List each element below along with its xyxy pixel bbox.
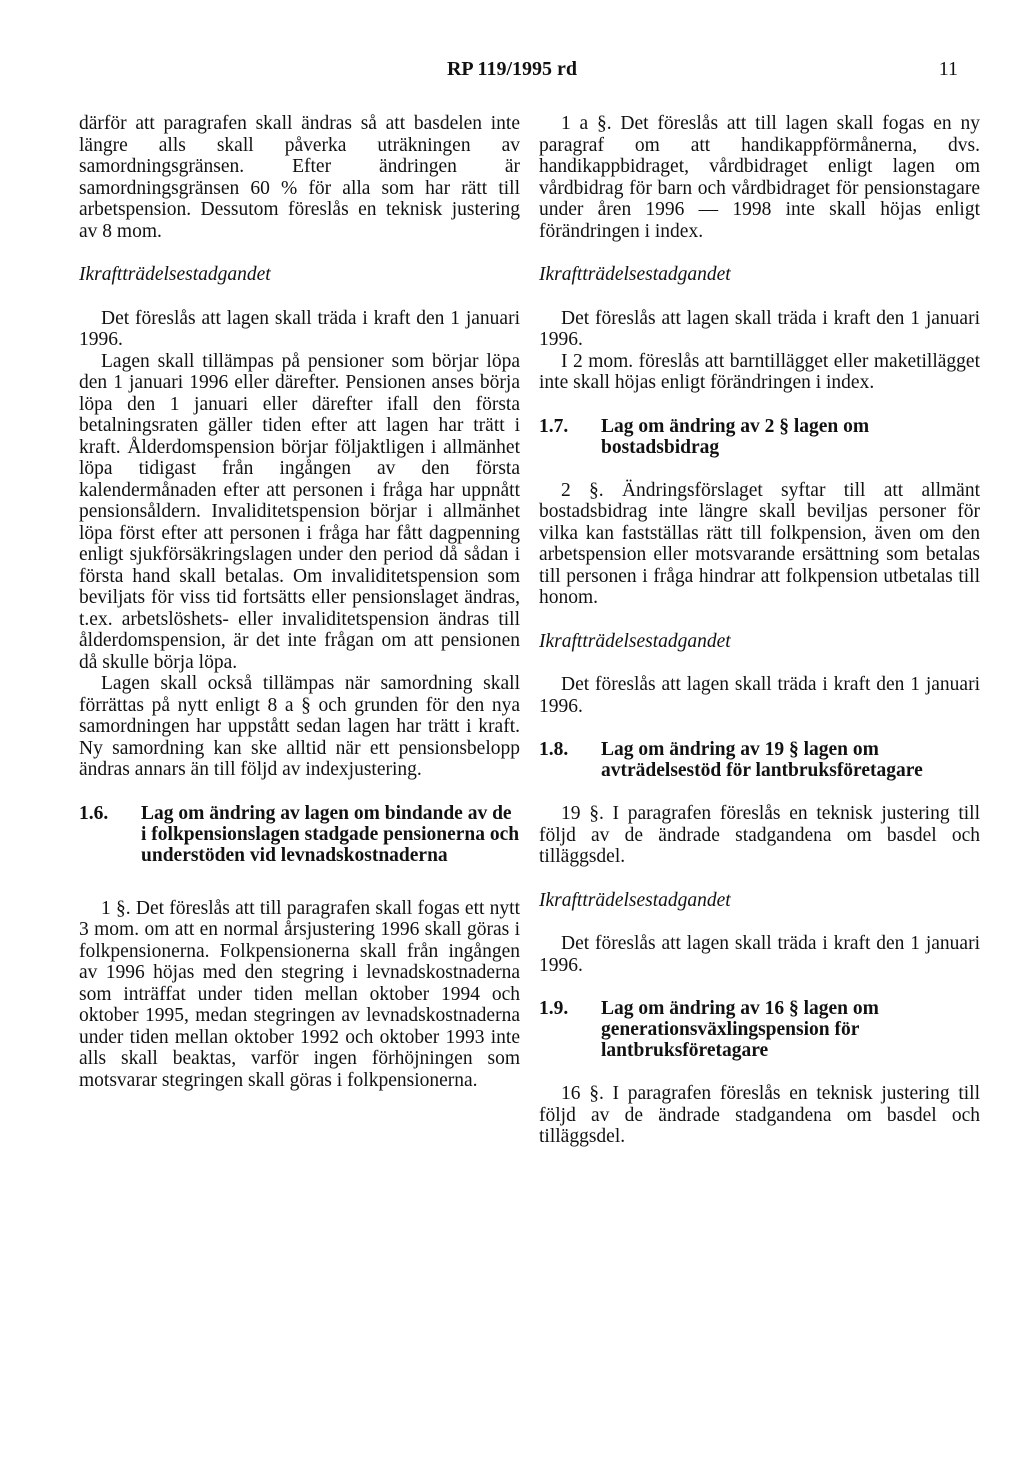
paragraph: Det föreslås att lagen skall träda i kraft den 1 januari 1996.	[539, 307, 980, 350]
paragraph: därför att paragrafen skall ändras så att basdelen inte längre alls skall påverka uträkningen av samordningsgränsen. Efter ändringen är samordningsgränsen 60 % för alla som har rätt till arbetspension. Dessutom föreslås en teknisk justering av 8 mom.	[79, 113, 520, 242]
paragraph: Lagen skall tillämpas på pensioner som börjar löpa den 1 januari 1996 eller därefter. Pensionen anses börja löpa den 1 januari eller därefter ifall den första betalningsraten gäller tiden efter att lagen har trätt i kraft. Ålderdomspension börjar följaktligen i allmänhet löpa tidigast från ingången av den första kalendermånaden efter att personen i fråga har uppnått pensionsåldern. Invaliditetspension börjar i allmänhet löpa först efter att personen i fråga har fått dagpenning enligt sjukförsäkringslagen under den period då sådan i första hand skall betalas. Om invaliditetspension som beviljats för viss tid fortsätts eller pensionslaget ändras, t.ex. arbetslöshets- eller invaliditetspension ändras till ålderdomspension, är det inte frågan om att pensionen då skulle börja löpa.	[79, 350, 520, 673]
page-number: 11	[938, 58, 958, 80]
section-subheading: Ikraftträdelsestadgandet	[539, 889, 731, 911]
paragraph: Det föreslås att lagen skall träda i kraft den 1 januari 1996.	[79, 307, 520, 350]
paragraph: 2 §. Ändringsförslaget syftar till att allmänt bostadsbidrag inte längre skall beviljas personer för vilka kan fastställas rätt till folkpension, även om den arbetspension eller motsvarande ersättning som betalas till personen i fråga hindrar att folkpension utbetalas till honom.	[539, 479, 980, 608]
paragraph: 16 §. I paragrafen föreslås en teknisk justering till följd av de ändrade stadgandena om basdel och tilläggsdel.	[539, 1083, 980, 1147]
left-column	[79, 113, 520, 1091]
section-heading	[539, 739, 980, 781]
running-title: RP 119/1995 rd	[446, 58, 577, 80]
section-heading	[539, 998, 980, 1061]
page-header	[0, 58, 1024, 88]
section-subheading: Ikraftträdelsestadgandet	[79, 264, 271, 285]
section-title: Lag om ändring av 19 § lagen om avträdelsestöd för lantbruksföretagare	[601, 739, 923, 781]
section-number: 1.6.	[79, 802, 109, 824]
section-number: 1.9.	[539, 998, 569, 1019]
section-title: Lag om ändring av 16 § lagen om generationsväxlingspension för lantbruksföretagare	[601, 998, 879, 1061]
section-heading	[79, 803, 520, 866]
paragraph: 1 a §. Det föreslås att till lagen skall fogas en ny paragraf om att handikappförmånerna, dvs. handikappbidraget, vårdbidraget enligt lagen om vårdbidrag för barn och vårdbidraget för pensionstagare under åren 1996 — 1998 inte skall höjas enligt förändringen i index.	[539, 113, 980, 242]
section-subheading: Ikraftträdelsestadgandet	[539, 630, 731, 652]
section-subheading: Ikraftträdelsestadgandet	[539, 264, 731, 285]
section-number: 1.8.	[539, 739, 569, 760]
section-title: Lag om ändring av lagen om bindande av de i folkpensionslagen stadgade pensionerna och understöden vid levnadskostnaderna	[141, 802, 520, 866]
paragraph: I 2 mom. föreslås att barntillägget eller maketillägget inte skall höjas enligt förändringen i index.	[539, 350, 980, 393]
section-title: Lag om ändring av 2 § lagen om bostadsbidrag	[601, 415, 870, 458]
paragraph: Det föreslås att lagen skall träda i kraft den 1 januari 1996.	[539, 674, 980, 717]
paragraph: Det föreslås att lagen skall träda i kraft den 1 januari 1996.	[539, 933, 980, 976]
section-number: 1.7.	[539, 415, 569, 437]
section-heading	[539, 416, 980, 458]
paragraph: Lagen skall också tillämpas när samordning skall förrättas på nytt enligt 8 a § och grunden för den nya samordningen har uppstått sedan lagen har trätt i kraft. Ny samordning kan ske alltid när ett pensionsbelopp ändras annars än till följd av indexjustering.	[79, 673, 520, 780]
right-column	[539, 113, 980, 1148]
paragraph: 1 §. Det föreslås att till paragrafen skall fogas ett nytt 3 mom. om att en normal årsjustering 1996 skall göras i folkpensionerna. Folkpensionerna skall från ingången av 1996 höjas med den stegring i levnadskostnaderna som inträffat under tiden mellan oktober 1994 och oktober 1995, medan stegringen av levnadskostnaderna under tiden mellan oktober 1992 och oktober 1993 inte alls skall beaktas, varför ingen förhöjningen som motsvarar stegringen skall göras i folkpensionerna.	[79, 897, 520, 1091]
paragraph: 19 §. I paragrafen föreslås en teknisk justering till följd av de ändrade stadgandena om basdel och tilläggsdel.	[539, 803, 980, 867]
